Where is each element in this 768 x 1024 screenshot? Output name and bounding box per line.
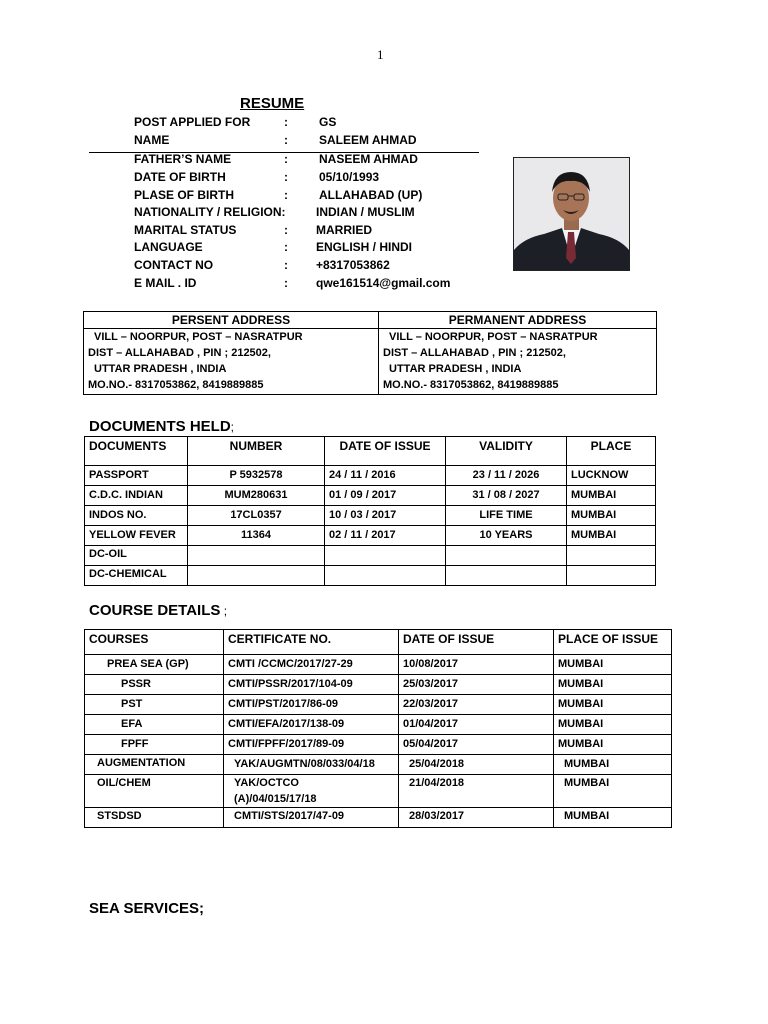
table-row [85,466,656,486]
cell [567,566,656,586]
cell: 11364 [188,526,325,546]
value: qwe161514@gmail.com [316,276,451,290]
address-line: DIST – ALLAHABAD , PIN ; 212502, [88,347,271,359]
table-row [85,715,672,735]
address-line: VILL – NOORPUR, POST – NASRATPUR [389,331,598,343]
cell: 24 / 11 / 2016 [325,466,446,486]
label: E MAIL . ID [134,276,197,290]
marital-row [134,223,494,240]
divider [89,152,479,153]
heading-text: COURSE DETAILS [89,602,221,619]
label: PLASE OF BIRTH [134,188,235,202]
page-number: 1 [377,47,384,62]
name-row [134,133,494,150]
value: GS [319,115,337,129]
language-row [134,240,494,257]
label: NAME [134,133,170,147]
cell: PST [85,695,224,715]
present-address-header: PERSENT ADDRESS [84,312,379,329]
contact-row [134,258,494,275]
cell: MUMBAI [554,775,672,808]
cell: MUMBAI [554,695,672,715]
cell: 28/03/2017 [399,808,554,828]
column-header: PLACE OF ISSUE [554,630,672,655]
column-header: DATE OF ISSUE [399,630,554,655]
colon: : [284,240,288,254]
cell: 02 / 11 / 2017 [325,526,446,546]
value: ENGLISH / HINDI [316,240,413,254]
cell: YAK/AUGMTN/08/033/04/18 [224,755,399,775]
father-name-row [134,152,494,169]
course-table [84,629,672,828]
portrait-image [514,158,629,270]
table-row [85,506,656,526]
table-row [85,675,672,695]
colon: : [284,152,288,166]
cell: 10 YEARS [446,526,567,546]
address-line: MO.NO.- 8317053862, 8419889885 [383,379,559,391]
cell: 21/04/2018 [399,775,554,808]
colon: : [284,223,288,237]
value: NASEEM AHMAD [319,152,418,166]
colon: : [284,258,288,272]
cell: PREA SEA (GP) [85,655,224,675]
permanent-address [379,329,657,395]
cell: CMTI/STS/2017/47-09 [224,808,399,828]
value: +8317053862 [316,258,390,272]
table-row [85,775,672,808]
permanent-address-header: PERMANENT ADDRESS [379,312,657,329]
value: ALLAHABAD (UP) [319,188,423,202]
label: POST APPLIED FOR [134,115,251,129]
table-row [85,808,672,828]
documents-heading [89,418,234,435]
heading-suffix: ; [220,604,228,618]
table-row [85,566,656,586]
cell: FPFF [85,735,224,755]
colon: : [284,115,288,129]
address-line: UTTAR PRADESH , INDIA [389,363,522,375]
cell: 01/04/2017 [399,715,554,735]
profile-photo [513,157,630,271]
cell: DC-OIL [85,546,188,566]
cell [325,546,446,566]
cell: LUCKNOW [567,466,656,486]
colon: : [284,276,288,290]
cell: CMTI/PST/2017/86-09 [224,695,399,715]
cell: PSSR [85,675,224,695]
colon: : [284,170,288,184]
resume-title: RESUME [240,95,305,112]
email-row [134,276,494,293]
cell: STSDSD [85,808,224,828]
table-row [85,546,656,566]
label: NATIONALITY / RELIGION: [134,205,286,219]
birthplace-row [134,188,494,205]
table-header-row [85,437,656,466]
cell: YELLOW FEVER [85,526,188,546]
value: SALEEM AHMAD [319,133,417,147]
cell: CMTI/EFA/2017/138-09 [224,715,399,735]
address-line: UTTAR PRADESH , INDIA [94,363,227,375]
address-line: MO.NO.- 8317053862, 8419889885 [88,379,264,391]
cell: 25/04/2018 [399,755,554,775]
cell: YAK/OCTCO (A)/04/015/17/18 [224,775,399,808]
cell [325,566,446,586]
column-header: NUMBER [188,437,325,466]
cell: 23 / 11 / 2026 [446,466,567,486]
cell [188,546,325,566]
cell [446,566,567,586]
cell: 17CL0357 [188,506,325,526]
cell: MUMBAI [554,675,672,695]
cell: C.D.C. INDIAN [85,486,188,506]
cell: MUMBAI [554,735,672,755]
address-line: VILL – NOORPUR, POST – NASRATPUR [94,331,303,343]
sea-services-heading: SEA SERVICES; [89,900,205,917]
column-header: CERTIFICATE NO. [224,630,399,655]
address-line: DIST – ALLAHABAD , PIN ; 212502, [383,347,566,359]
cell: CMTI/FPFF/2017/89-09 [224,735,399,755]
table-row [85,655,672,675]
heading-text: DOCUMENTS HELD [89,418,231,435]
label: DATE OF BIRTH [134,170,226,184]
label: LANGUAGE [134,240,203,254]
nationality-row [134,205,494,222]
cell: LIFE TIME [446,506,567,526]
column-header: COURSES [85,630,224,655]
cell: MUM280631 [188,486,325,506]
value: 05/10/1993 [319,170,380,184]
cell: PASSPORT [85,466,188,486]
cell: 31 / 08 / 2027 [446,486,567,506]
cell: 01 / 09 / 2017 [325,486,446,506]
column-header: DATE OF ISSUE [325,437,446,466]
documents-table [84,436,656,586]
colon: : [284,133,288,147]
post-applied-row [134,115,494,132]
cell: 25/03/2017 [399,675,554,695]
label: MARITAL STATUS [134,223,237,237]
cell: MUMBAI [567,506,656,526]
cell: 05/04/2017 [399,735,554,755]
cell: MUMBAI [567,486,656,506]
cell: CMTI/PSSR/2017/104-09 [224,675,399,695]
cell: 10/08/2017 [399,655,554,675]
cell: INDOS NO. [85,506,188,526]
table-row [85,526,656,546]
table-header-row [85,630,672,655]
column-header: VALIDITY [446,437,567,466]
dob-row [134,170,494,187]
cell [188,566,325,586]
colon: : [284,188,288,202]
table-row [85,486,656,506]
label: CONTACT NO [134,258,214,272]
course-details-heading [89,602,227,619]
cell: OIL/CHEM [85,775,224,808]
heading-suffix: ; [230,420,235,434]
value: INDIAN / MUSLIM [316,205,415,219]
table-row [85,755,672,775]
table-row [85,735,672,755]
cell: MUMBAI [554,655,672,675]
cell: EFA [85,715,224,735]
cell: MUMBAI [554,808,672,828]
column-header: PLACE [567,437,656,466]
value: MARRIED [316,223,372,237]
cell: DC-CHEMICAL [85,566,188,586]
cell: MUMBAI [554,755,672,775]
present-address [84,329,379,395]
column-header: DOCUMENTS [85,437,188,466]
label: FATHER’S NAME [134,152,232,166]
cell [446,546,567,566]
cell: P 5932578 [188,466,325,486]
cell: MUMBAI [567,526,656,546]
cell: AUGMENTATION [85,755,224,775]
cell [567,546,656,566]
cell: MUMBAI [554,715,672,735]
cell: CMTI /CCMC/2017/27-29 [224,655,399,675]
address-table [83,311,657,395]
table-row [85,695,672,715]
cell: 10 / 03 / 2017 [325,506,446,526]
cell: 22/03/2017 [399,695,554,715]
